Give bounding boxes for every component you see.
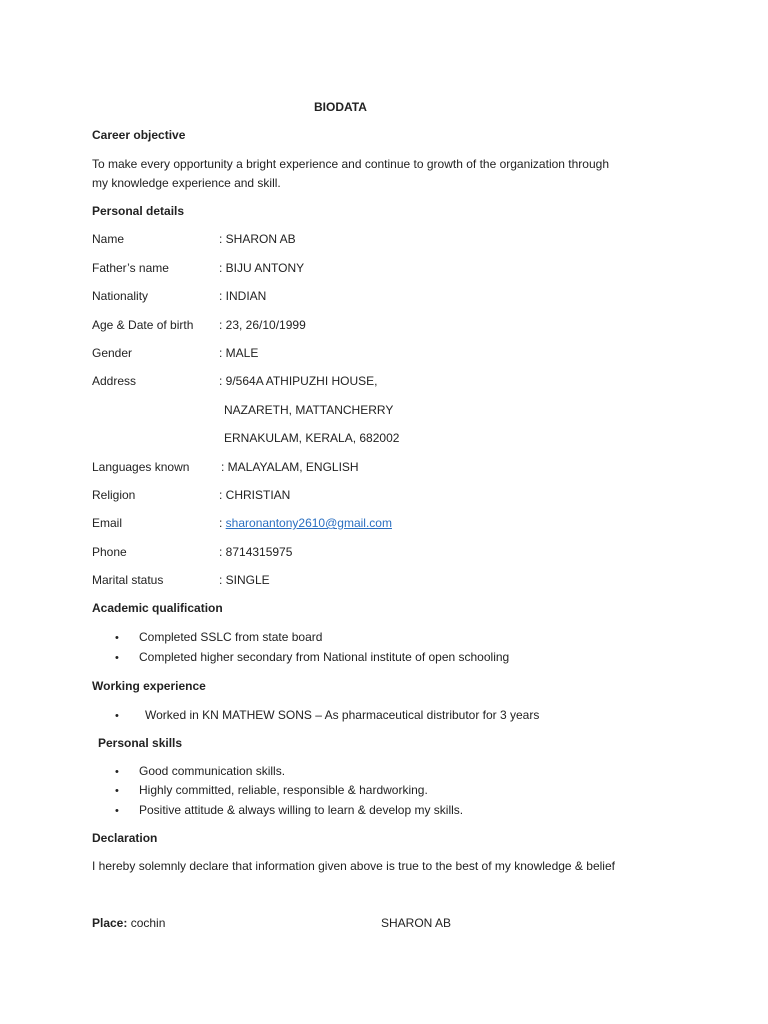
- place-line: [92, 915, 165, 931]
- value-religion: : CHRISTIAN: [219, 488, 291, 502]
- value-address-line-2: NAZARETH, MATTANCHERRY: [224, 403, 394, 417]
- bullet-icon: •: [115, 652, 119, 664]
- value-name: : SHARON AB: [219, 232, 296, 246]
- label-email: Email: [92, 516, 123, 530]
- working-item-1: Worked in KN MATHEW SONS – As pharmaceutical distributor for 3 years: [145, 708, 540, 722]
- label-phone: Phone: [92, 545, 127, 559]
- label-religion: Religion: [92, 488, 136, 502]
- value-address-line-1: : 9/564A ATHIPUZHI HOUSE,: [219, 374, 378, 388]
- academic-item-2: Completed higher secondary from National institute of open schooling: [139, 650, 510, 664]
- label-gender: Gender: [92, 346, 133, 360]
- document-title: BIODATA: [314, 100, 367, 114]
- working-experience-heading: Working experience: [92, 679, 206, 693]
- skills-item-2: Highly committed, reliable, responsible & hardworking.: [139, 783, 428, 797]
- value-address-line-3: ERNAKULAM, KERALA, 682002: [224, 431, 400, 445]
- place-value: cochin: [127, 916, 166, 930]
- label-languages: Languages known: [92, 460, 190, 474]
- value-marital-status: : SINGLE: [219, 573, 270, 587]
- value-gender: : MALE: [219, 346, 259, 360]
- list-item: [115, 629, 322, 646]
- value-fathers-name: : BIJU ANTONY: [219, 261, 305, 275]
- value-languages: : MALAYALAM, ENGLISH: [221, 460, 359, 474]
- label-fathers-name: Father’s name: [92, 261, 169, 275]
- list-item: [115, 782, 428, 799]
- career-objective-heading: Career objective: [92, 128, 186, 142]
- declaration-text: I hereby solemnly declare that information given above is true to the best of my knowledge & belief: [92, 859, 615, 873]
- value-phone: : 8714315975: [219, 545, 293, 559]
- list-item: [115, 802, 463, 819]
- career-objective-line-1: To make every opportunity a bright experience and continue to growth of the organization through: [92, 157, 609, 171]
- personal-skills-heading: Personal skills: [98, 736, 183, 750]
- bullet-icon: •: [115, 785, 119, 797]
- bullet-icon: •: [115, 766, 119, 778]
- label-marital-status: Marital status: [92, 573, 164, 587]
- bullet-icon: •: [115, 805, 119, 817]
- list-item: [115, 649, 509, 666]
- bullet-icon: •: [115, 632, 119, 644]
- email-link[interactable]: sharonantony2610@gmail.com: [225, 516, 392, 530]
- list-item: [115, 707, 539, 724]
- label-name: Name: [92, 232, 125, 246]
- personal-details-heading: Personal details: [92, 204, 185, 218]
- declaration-heading: Declaration: [92, 831, 158, 845]
- list-item: [115, 763, 285, 780]
- label-address: Address: [92, 374, 137, 388]
- label-age-dob: Age & Date of birth: [92, 318, 194, 332]
- label-nationality: Nationality: [92, 289, 149, 303]
- skills-item-1: Good communication skills.: [139, 764, 286, 778]
- value-nationality: : INDIAN: [219, 289, 267, 303]
- academic-heading: Academic qualification: [92, 601, 223, 615]
- career-objective-line-2: my knowledge experience and skill.: [92, 176, 281, 190]
- signature-name: SHARON AB: [381, 916, 452, 930]
- value-email: [219, 515, 392, 531]
- email-prefix: :: [219, 516, 226, 530]
- value-age-dob: : 23, 26/10/1999: [219, 318, 306, 332]
- skills-item-3: Positive attitude & always willing to learn & develop my skills.: [139, 803, 464, 817]
- bullet-icon: •: [115, 710, 119, 722]
- place-label: Place:: [92, 916, 128, 930]
- academic-item-1: Completed SSLC from state board: [139, 630, 323, 644]
